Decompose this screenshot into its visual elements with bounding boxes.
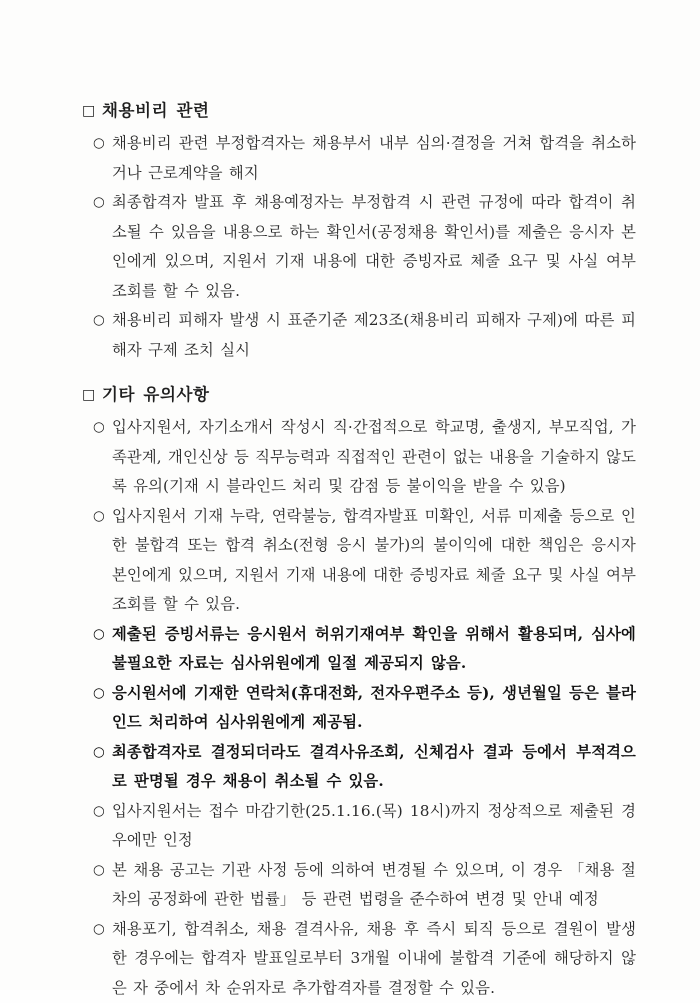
section-other-notices	[80, 380, 636, 1003]
list-item-applicant-responsibility	[93, 502, 636, 620]
circle-bullet-icon: ○	[93, 413, 112, 443]
list-item-corruption-cancel	[93, 129, 636, 188]
list-item-text: 제출된 증빙서류는 응시원서 허위기재여부 확인을 위해서 활용되며, 심사에 불필요한 자료는 심사위원에게 일절 제공되지 않음.	[112, 620, 636, 679]
circle-bullet-icon: ○	[93, 915, 112, 945]
list-item-text: 최종합격자 발표 후 채용예정자는 부정합격 시 관련 규정에 따라 합격이 취소될 수 있음을 내용으로 하는 확인서(공정채용 확인서)를 제출은 응시자 본인에게 있으며, 지원서 기재 내용에 대한 증빙자료 체줄 요구 및 사실 여부 조회를 할 수 있음.	[112, 188, 636, 306]
list-item-blind-recruitment	[93, 413, 636, 502]
list-item-text: 본 채용 공고는 기관 사정 등에 의하여 변경될 수 있으며, 이 경우 「채용 절차의 공정화에 관한 법률」 등 관련 법령을 준수하여 변경 및 안내 예정	[112, 856, 636, 915]
circle-bullet-icon: ○	[93, 797, 112, 827]
section-spacer	[80, 367, 636, 380]
list-item-text: 입사지원서는 접수 마감기한(25.1.16.(목) 18시)까지 정상적으로 제출된 경우에만 인정	[112, 797, 636, 856]
circle-bullet-icon: ○	[93, 306, 112, 336]
section-heading-recruitment-corruption	[82, 96, 636, 126]
document-body	[80, 96, 636, 1003]
list-item-application-deadline	[93, 797, 636, 856]
list-item-corruption-confirmation-doc	[93, 188, 636, 306]
section-heading-other-notices	[82, 380, 636, 410]
section-heading-text: 채용비리 관련	[102, 96, 636, 126]
circle-bullet-icon: ○	[93, 502, 112, 532]
square-bullet-icon: □	[82, 380, 102, 410]
list-item-text: 입사지원서, 자기소개서 작성시 직·간접적으로 학교명, 출생지, 부모직업, 가족관계, 개인신상 등 직무능력과 직접적인 관련이 없는 내용을 기술하지 않도록 유의(기재 시 블라인드 처리 및 감점 등 불이익을 받을 수 있음)	[112, 413, 636, 502]
square-bullet-icon: □	[82, 96, 102, 126]
list-item-text: 채용포기, 합격취소, 채용 결격사유, 채용 후 즉시 퇴직 등으로 결원이 발생한 경우에는 합격자 발표일로부터 3개월 이내에 불합격 기준에 해당하지 않은 자 중에서 차 순위자로 추가합격자를 결정할 수 있음.	[112, 915, 636, 1003]
list-item-text: 채용비리 피해자 발생 시 표준기준 제23조(채용비리 피해자 구제)에 따른 피해자 구제 조치 실시	[112, 306, 636, 365]
circle-bullet-icon: ○	[93, 129, 112, 159]
list-item-text: 채용비리 관련 부정합격자는 채용부서 내부 심의·결정을 거쳐 합격을 취소하거나 근로계약을 해지	[112, 129, 636, 188]
list-item-evidence-documents-use	[93, 620, 636, 679]
circle-bullet-icon: ○	[93, 679, 112, 709]
circle-bullet-icon: ○	[93, 856, 112, 886]
list-item-text: 최종합격자로 결정되더라도 결격사유조회, 신체검사 결과 등에서 부적격으로 판명될 경우 채용이 취소될 수 있음.	[112, 738, 636, 797]
circle-bullet-icon: ○	[93, 620, 112, 650]
section-recruitment-corruption	[80, 96, 636, 365]
list-item-disqualification-check	[93, 738, 636, 797]
list-item-notice-change	[93, 856, 636, 915]
list-item-corruption-victim-relief	[93, 306, 636, 365]
section-heading-text: 기타 유의사항	[102, 380, 636, 410]
list-item-text: 응시원서에 기재한 연락처(휴대전화, 전자우편주소 등), 생년월일 등은 블라인드 처리하여 심사위원에게 제공됨.	[112, 679, 636, 738]
list-item-contact-blind-processing	[93, 679, 636, 738]
circle-bullet-icon: ○	[93, 188, 112, 218]
circle-bullet-icon: ○	[93, 738, 112, 768]
list-item-text: 입사지원서 기재 누락, 연락불능, 합격자발표 미확인, 서류 미제출 등으로 인한 불합격 또는 합격 취소(전형 응시 불가)의 불이익에 대한 책임은 응시자 본인에게 있으며, 지원서 기재 내용에 대한 증빙자료 체줄 요구 및 사실 여부 조회를 할 수 있음.	[112, 502, 636, 620]
